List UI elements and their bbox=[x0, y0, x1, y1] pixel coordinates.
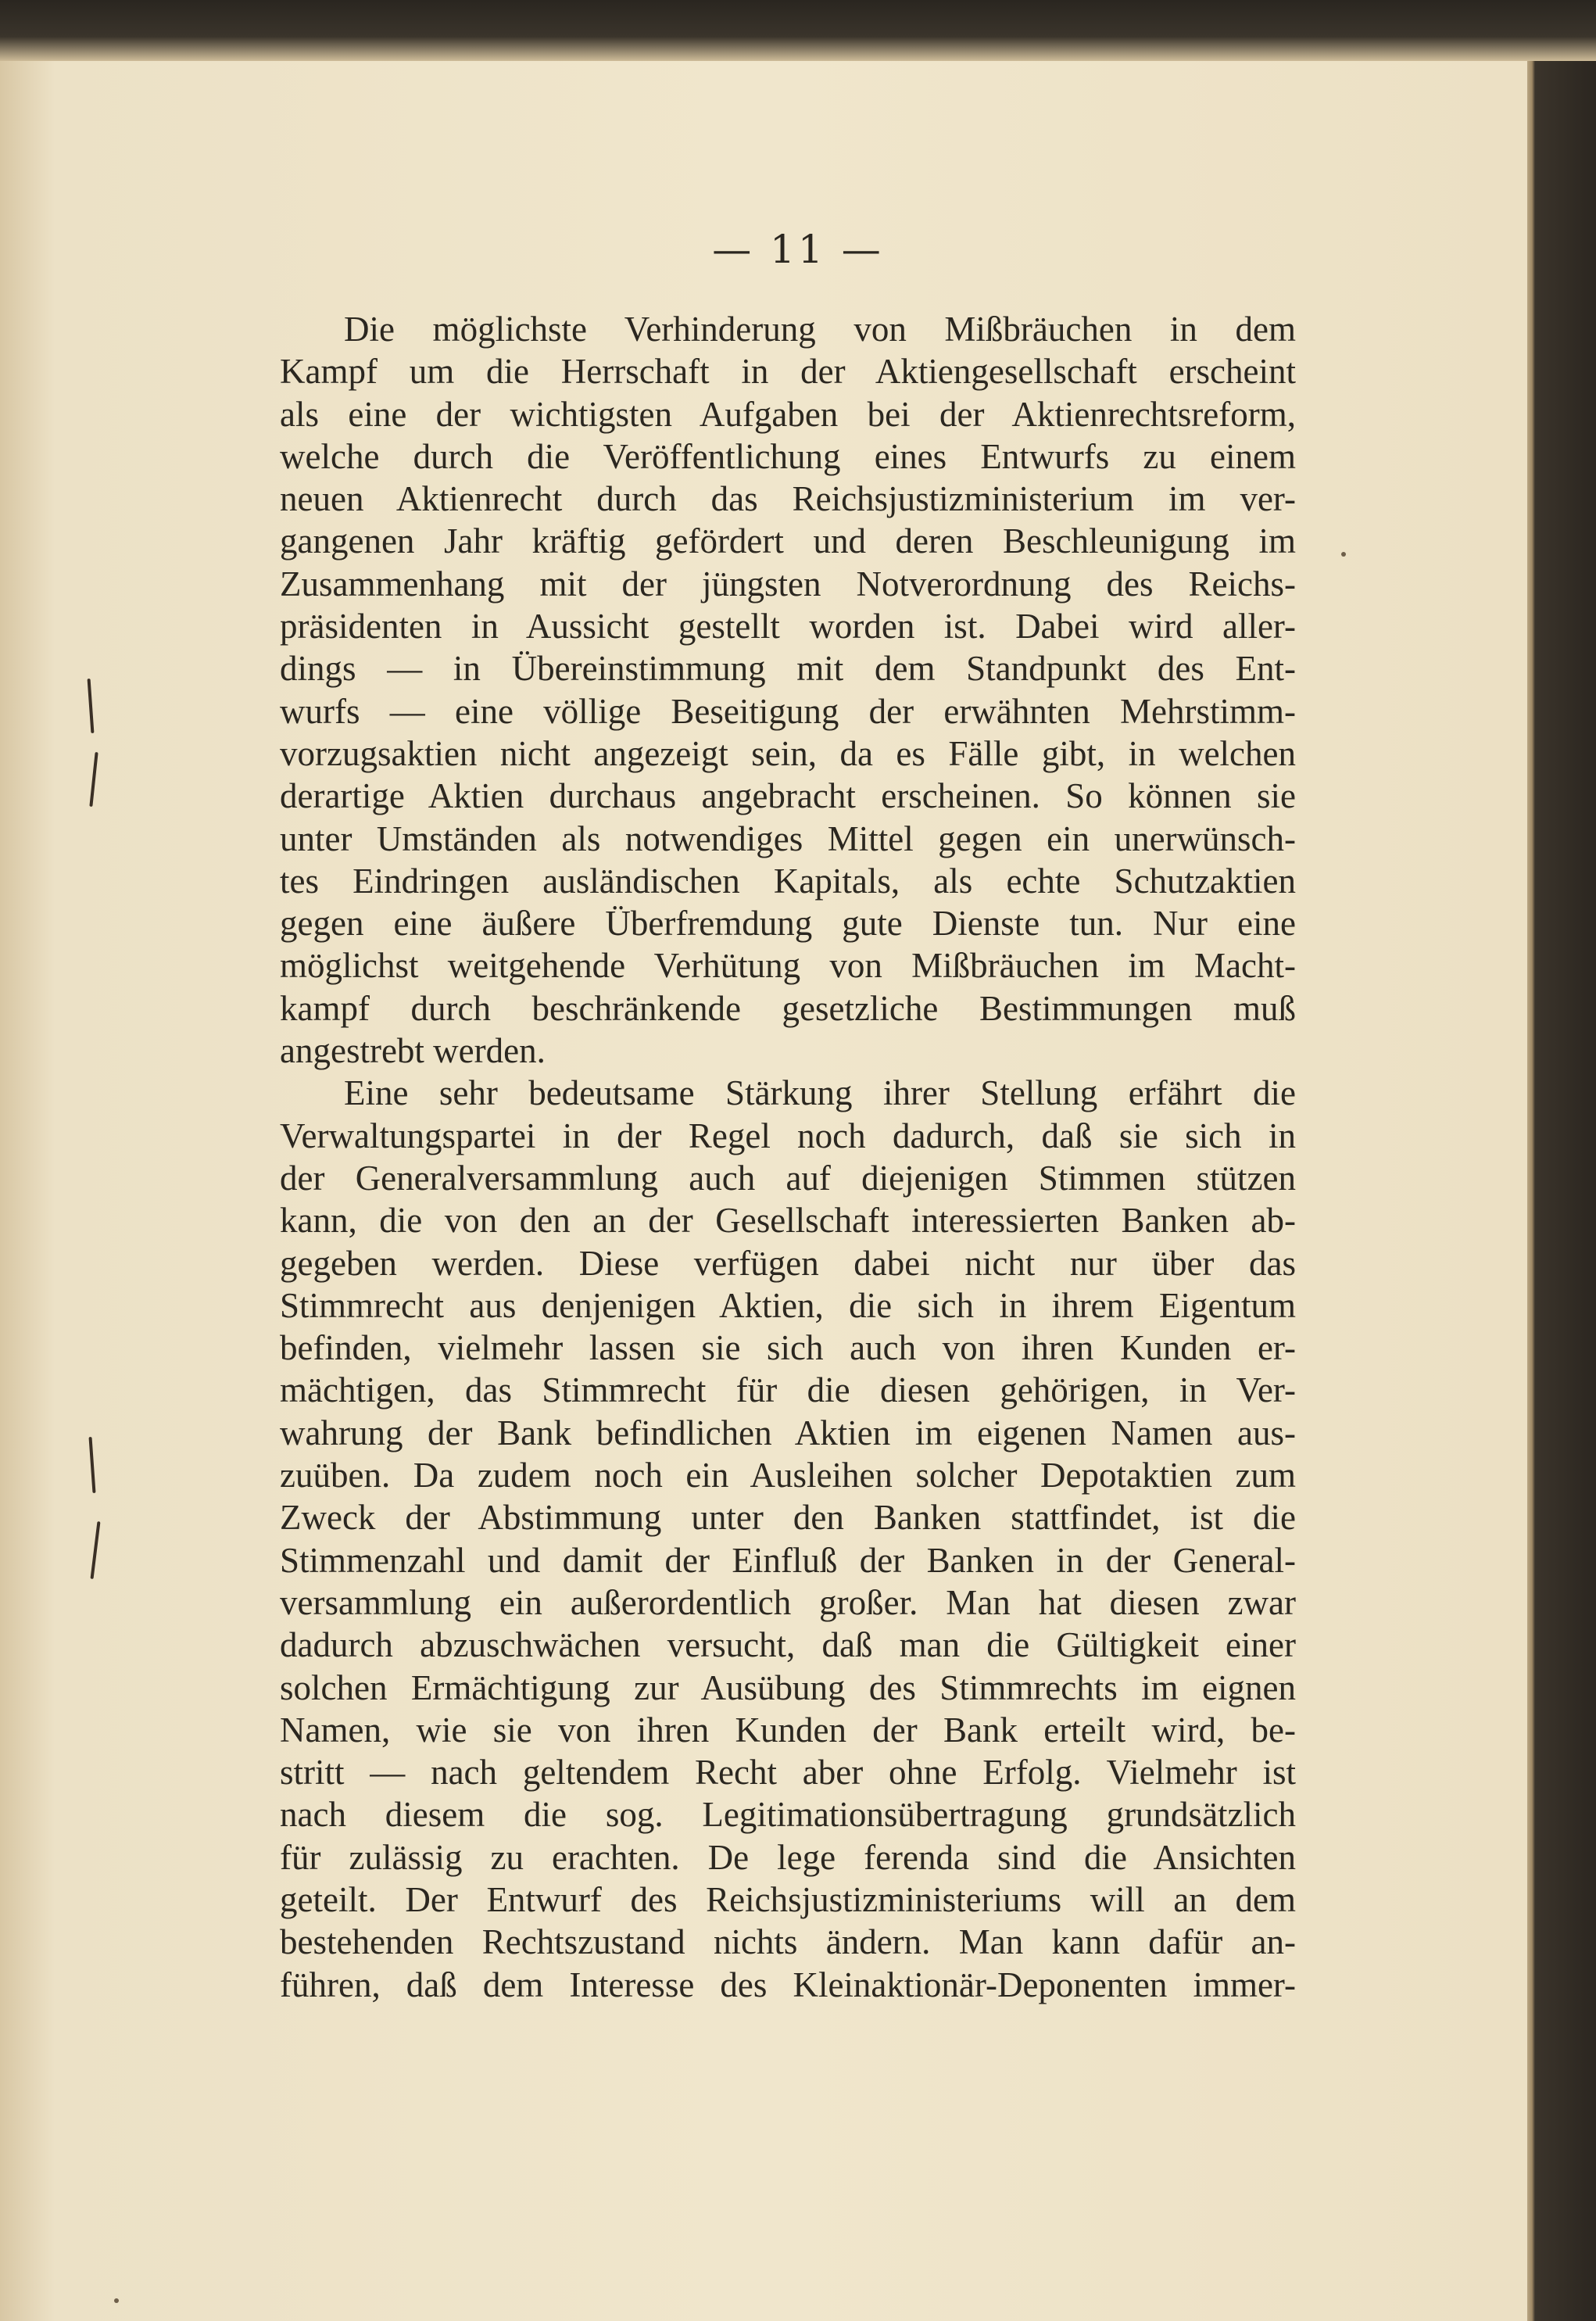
paragraph-1 bbox=[280, 308, 1296, 1072]
text-line: möglichst weitgehende Verhütung von Mißbräuchen im Macht- bbox=[280, 946, 1296, 986]
text-line: zuüben. Da zudem noch ein Ausleihen solcher Depotaktien zum bbox=[280, 1456, 1296, 1495]
text-line: nach diesem die sog. Legitimationsübertragung grundsätzlich bbox=[280, 1795, 1296, 1835]
text-line: für zulässig zu erachten. De lege ferenda sind die Ansichten bbox=[280, 1837, 1296, 1877]
text-line: neuen Aktienrecht durch das Reichsjustizministerium im ver- bbox=[280, 479, 1296, 519]
text-line: wahrung der Bank befindlichen Aktien im eigenen Namen aus- bbox=[280, 1413, 1296, 1452]
text-line: angestrebt werden. bbox=[280, 1031, 546, 1071]
text-line: als eine der wichtigsten Aufgaben bei der Aktienrechtsreform, bbox=[280, 394, 1296, 434]
text-line: Eine sehr bedeutsame Stärkung ihrer Stellung erfährt die bbox=[344, 1073, 1296, 1113]
text-line: solchen Ermächtigung zur Ausübung des Stimmrechts im eignen bbox=[280, 1667, 1296, 1707]
text-line: gegeben werden. Diese verfügen dabei nicht nur über das bbox=[280, 1243, 1296, 1283]
text-line: geteilt. Der Entwurf des Reichsjustizministeriums will an dem bbox=[280, 1879, 1296, 1919]
text-line: tes Eindringen ausländischen Kapitals, als echte Schutzaktien bbox=[280, 861, 1296, 901]
scan-background-top bbox=[0, 0, 1596, 61]
text-line: kampf durch beschränkende gesetzliche Bestimmungen muß bbox=[280, 988, 1296, 1028]
text-line: dings — in Übereinstimmung mit dem Standpunkt des Ent- bbox=[280, 649, 1296, 689]
text-line: Kampf um die Herrschaft in der Aktiengesellschaft erscheint bbox=[280, 352, 1296, 392]
text-line: welche durch die Veröffentlichung eines Entwurfs zu einem bbox=[280, 436, 1296, 476]
text-line: führen, daß dem Interesse des Kleinaktionär-Deponenten immer- bbox=[280, 1965, 1296, 2004]
text-line: vorzugsaktien nicht angezeigt sein, da es Fälle gibt, in welchen bbox=[280, 733, 1296, 773]
text-line: Namen, wie sie von ihren Kunden der Bank erteilt wird, be- bbox=[280, 1710, 1296, 1750]
text-line: derartige Aktien durchaus angebracht erscheinen. So können sie bbox=[280, 776, 1296, 816]
text-line: dadurch abzuschwächen versucht, daß man die Gültigkeit einer bbox=[280, 1625, 1296, 1665]
text-line: stritt — nach geltendem Recht aber ohne Erfolg. Vielmehr ist bbox=[280, 1753, 1296, 1793]
paper-speck bbox=[1341, 552, 1346, 557]
text-line: Die möglichste Verhinderung von Mißbräuchen in dem bbox=[344, 310, 1296, 349]
text-line: gangenen Jahr kräftig gefördert und deren Beschleunigung im bbox=[280, 521, 1296, 561]
text-line: Stimmrecht aus denjenigen Aktien, die sich in ihrem Eigentum bbox=[280, 1285, 1296, 1325]
page-edge-shadow bbox=[1527, 61, 1596, 2321]
text-line: unter Umständen als notwendiges Mittel gegen ein unerwünsch- bbox=[280, 818, 1296, 858]
text-line: befinden, vielmehr lassen sie sich auch von ihren Kunden er- bbox=[280, 1328, 1296, 1368]
text-line: Zusammenhang mit der jüngsten Notverordnung des Reichs- bbox=[280, 564, 1296, 604]
text-line: versammlung ein außerordentlich großer. Man hat diesen zwar bbox=[280, 1582, 1296, 1622]
text-line: wurfs — eine völlige Beseitigung der erwähnten Mehrstimm- bbox=[280, 691, 1296, 731]
text-line: kann, die von den an der Gesellschaft interessierten Banken ab- bbox=[280, 1201, 1296, 1241]
paper-speck bbox=[114, 2298, 119, 2303]
text-line: der Generalversammlung auch auf diejenigen Stimmen stützen bbox=[280, 1158, 1296, 1198]
text-line: Verwaltungspartei in der Regel noch dadurch, daß sie sich in bbox=[280, 1116, 1296, 1155]
page-number: — 11 — bbox=[712, 227, 884, 272]
text-line: Stimmenzahl und damit der Einfluß der Banken in der General- bbox=[280, 1540, 1296, 1580]
text-line: gegen eine äußere Überfremdung gute Dienste tun. Nur eine bbox=[280, 904, 1296, 944]
body-text bbox=[280, 308, 1296, 2006]
text-line: Zweck der Abstimmung unter den Banken stattfindet, ist die bbox=[280, 1498, 1296, 1538]
paragraph-2 bbox=[280, 1072, 1296, 2006]
text-line: präsidenten in Aussicht gestellt worden ist. Dabei wird aller- bbox=[280, 607, 1296, 647]
text-line: bestehenden Rechtszustand nichts ändern. Man kann dafür an- bbox=[280, 1922, 1296, 1962]
text-line: mächtigen, das Stimmrecht für die diesen gehörigen, in Ver- bbox=[280, 1370, 1296, 1410]
